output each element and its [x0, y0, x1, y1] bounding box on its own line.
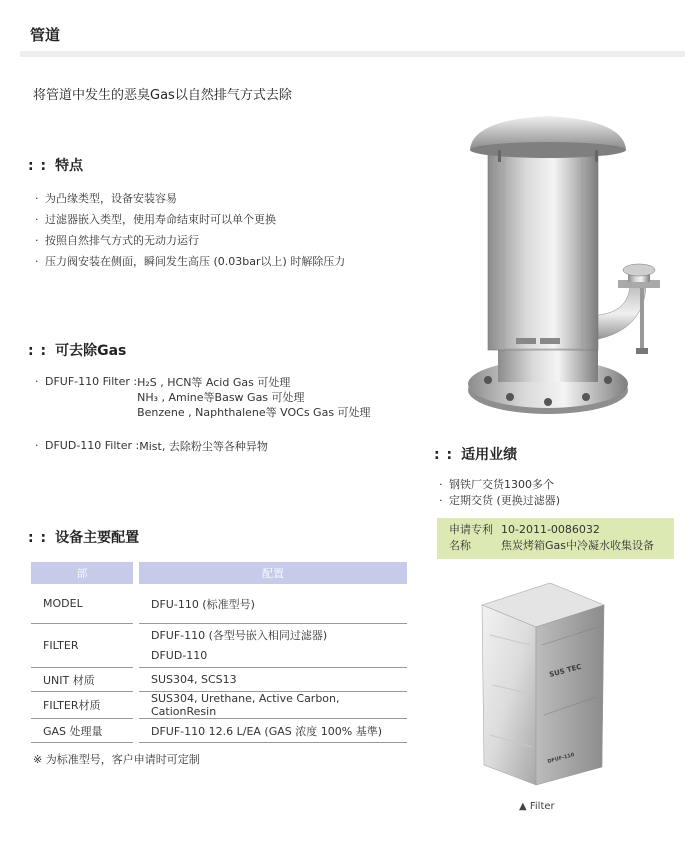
table-cell-key: FILTER材质	[31, 692, 133, 719]
gas-entry-line: H₂S , HCN等 Acid Gas 可处理	[137, 376, 291, 389]
config-heading-label: 设备主要配置	[55, 530, 140, 546]
gas-heading	[28, 340, 126, 360]
table-cell-line: DFUD-110	[151, 648, 208, 662]
table-cell-line: DFUF-110 (各型号嵌入相同过滤器)	[151, 628, 328, 642]
table-cell-key: MODEL	[31, 584, 133, 624]
filter-brand-label: SUS TEC	[548, 662, 583, 679]
patent-box	[437, 518, 674, 559]
list-item: · 按照自然排气方式的无动力运行	[33, 233, 345, 254]
gas-entry-line: Benzene , Naphthalene等 VOCs Gas 可处理	[137, 406, 371, 419]
gas-heading-label: 可去除Gas	[55, 343, 127, 359]
patent-key: 申请专利	[449, 523, 493, 536]
table-cell-value	[139, 624, 407, 668]
list-item: · 压力阀安装在侧面，瞬间发生高压 (0.03bar以上) 时解除压力	[33, 254, 345, 275]
table-cell-value: SUS304, SCS13	[139, 668, 407, 692]
config-table	[31, 562, 407, 743]
filter-model-label: DFUF-110	[546, 752, 575, 765]
features-heading-label: 特点	[55, 158, 84, 174]
table-row	[31, 624, 407, 668]
intro-text: 将管道中发生的恶臭Gas以自然排气方式去除	[33, 88, 292, 103]
table-cell-value: SUS304, Urethane, Active Carbon, CationResin	[139, 692, 407, 719]
list-item: · 为凸缘类型，设备安装容易	[33, 191, 345, 212]
table-row	[31, 719, 407, 743]
list-item: · 钢铁厂交货1300多个	[437, 477, 560, 493]
filter-caption: ▲ Filter	[519, 801, 555, 812]
records-list	[437, 477, 560, 509]
footnote: ※ 为标准型号，客户申请时可定制	[33, 753, 200, 766]
table-cell-value: DFUF-110 12.6 L/EA (GAS 浓度 100% 基準)	[139, 719, 407, 743]
table-header-config: 配置	[139, 562, 407, 584]
records-heading	[434, 444, 517, 464]
config-heading	[28, 527, 139, 547]
gas-entry-dfud	[33, 439, 268, 454]
gas-entry-dfuf	[33, 375, 371, 420]
table-row	[31, 584, 407, 624]
gas-entry-line: NH₃ , Amine等Basw Gas 可处理	[137, 391, 305, 404]
filter-image	[470, 575, 610, 795]
list-item: · 过滤器嵌入类型，使用寿命结束时可以单个更换	[33, 212, 345, 233]
table-cell-key: UNIT 材质	[31, 668, 133, 692]
list-item: · 定期交货 (更换过滤器)	[437, 493, 560, 509]
section-mark: : :	[28, 530, 48, 546]
pipe-unit-image	[458, 110, 678, 430]
table-cell-key: GAS 处理量	[31, 719, 133, 743]
table-row	[31, 692, 407, 719]
features-list	[33, 191, 345, 275]
section-mark: : :	[434, 447, 454, 463]
table-cell-key: FILTER	[31, 624, 133, 668]
table-row	[31, 668, 407, 692]
title-divider	[20, 51, 685, 57]
table-cell-value: DFU-110 (标准型号)	[139, 584, 407, 624]
features-heading	[28, 155, 83, 175]
table-header-part: 部	[31, 562, 133, 584]
records-heading-label: 适用业绩	[461, 447, 518, 463]
patent-value: 焦炭烤箱Gas中冷凝水收集设备	[501, 539, 654, 552]
gas-entry-line: Mist, 去除粉尘等各种异物	[139, 440, 268, 453]
patent-key: 名称	[449, 539, 471, 552]
gas-entry-label: · DFUD-110 Filter :	[45, 439, 140, 452]
section-mark: : :	[28, 158, 48, 174]
gas-entry-label: · DFUF-110 Filter :	[45, 375, 138, 388]
page-title: 管道	[30, 26, 61, 44]
section-mark: : :	[28, 343, 48, 359]
patent-value: 10-2011-0086032	[501, 523, 600, 536]
